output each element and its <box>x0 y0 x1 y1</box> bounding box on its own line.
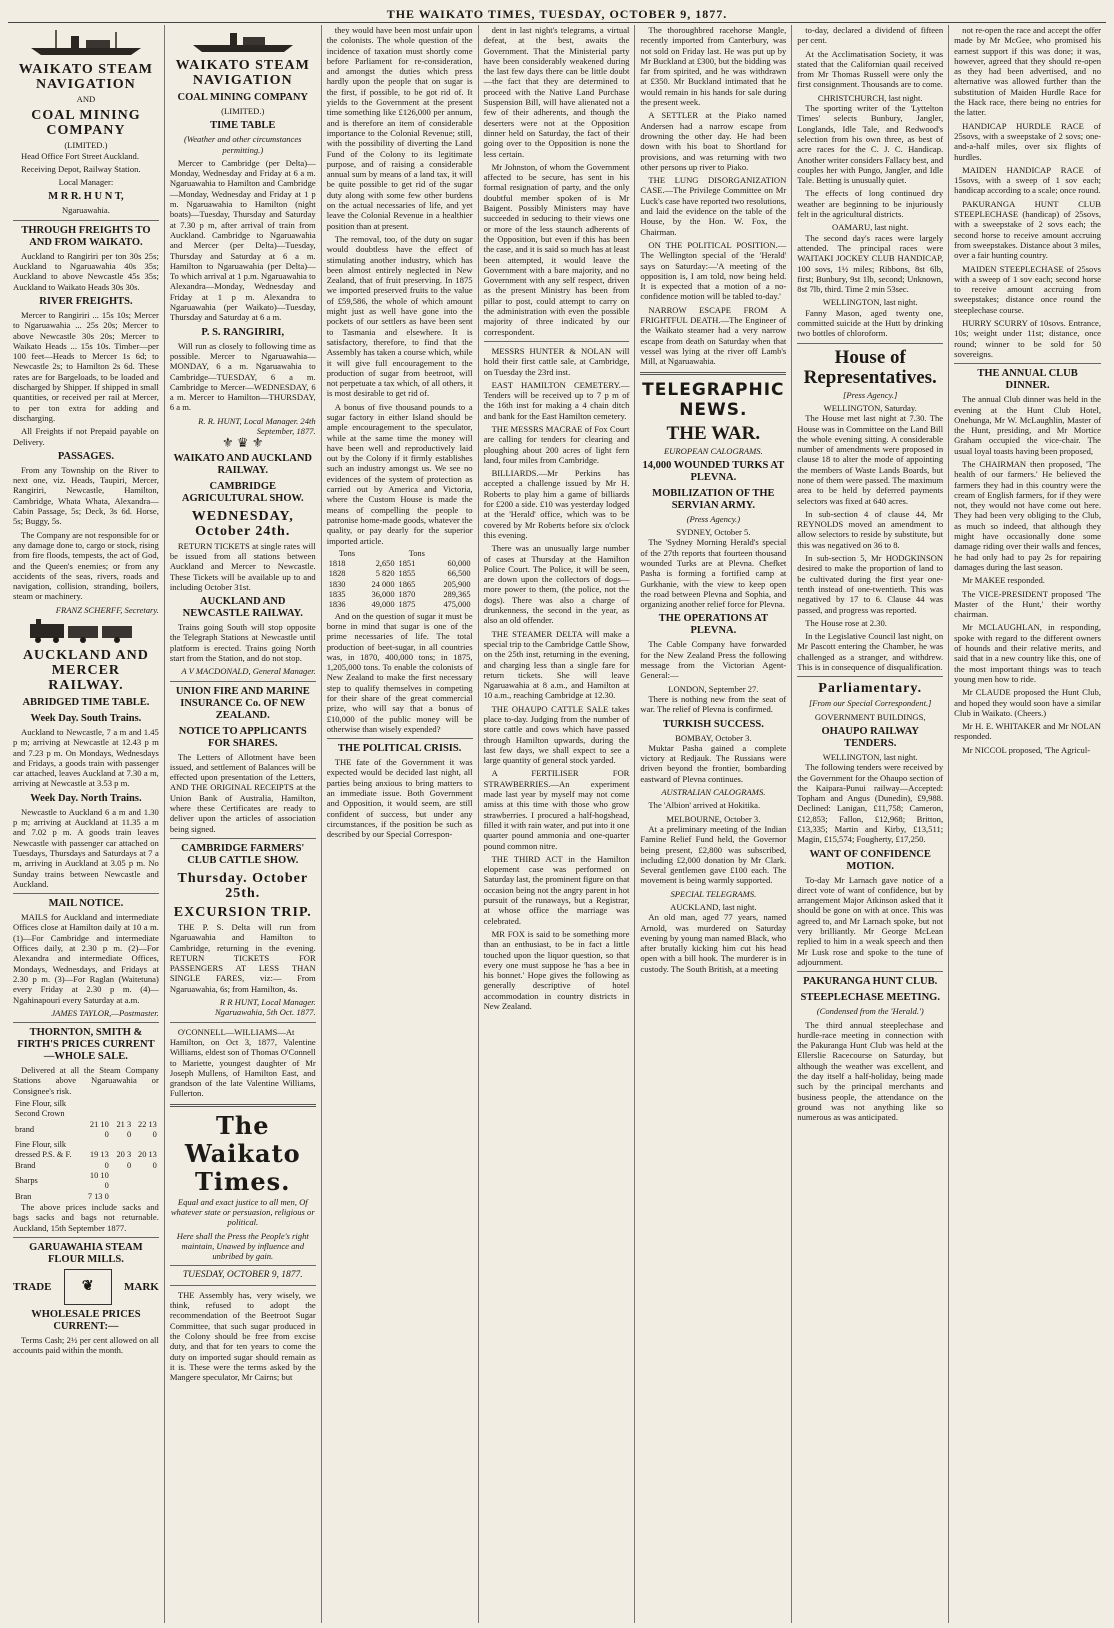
news-item: ON THE POLITICAL POSITION.—The Wellington special of the 'Herald' says on Saturday:—'A meeting of the opposition is, I am told, now being held. It is expected that a motion of a no-confidence motion will be tabled to-day.' <box>640 239 787 302</box>
house-text-3: In sub-section 5, Mr HODGKINSON desired to make the proportion of land to be cultivated during the first year one-tenth instead of one-twentieth. This was negatived by 17 to 6. Clause 44 was passed, and progress was reported. <box>797 553 944 615</box>
prices-note-2: The above prices include sacks and bags sacks and bags not returnable. Auckland, 15th September 1877. <box>13 1201 159 1233</box>
dinner-paragraph: Mr NICCOL proposed, 'The Agricul- <box>962 744 1091 755</box>
house-text-5: In the Legislative Council last night, on Mr Pascott entering the Chamber, he was challenged as a stranger, and withdrew. This is in consequence of disqualification. <box>797 631 944 673</box>
leader-paragraph-1: THE Assembly has, very wisely, we think, refused to adopt the recommendation of the Beetroot Sugar Committee, that such sugar produced in the Colony should be free from excise duty, and that for ten years to come the duty on imported sugar should remain as it is. These were the terms asked by the Mangere speculator, Mr Cairns; but <box>169 1289 316 1383</box>
dinner-paragraph: Mr MAKEE responded. <box>962 575 1045 586</box>
leader-paragraph-3: The removal, too, of the duty on sugar would doubtless have the effect of stimulating another industry, which has been almost entirely neglected in New Zealand, that of fruit preserving. In 1875 we imported preserved fruits to the value of £59,586, the whole of which amount might just as well have gone into the pockets of our settlers as have been sent to Tasmania and elsewhere. It is satisfactory, therefore, to find that the Assembly has taken a course which, while it will give full encouragement to the production of sugar from beetroot, will not perpetuate a tax which, of all others, it is most desirable to get rid of. <box>326 233 473 399</box>
auckland-text: An old man, aged 77 years, named Arnold, was murdered on Saturday evening by young man named Black, who after brutally kicking him cut his head open with a bill hook. The murderer is in custody. The South British, at a meeting <box>640 912 787 974</box>
passages-heading: PASSAGES. <box>57 450 114 462</box>
oamaru-text: The second day's races were largely attended. The principal races were WAITAKI JOCKEY CLUB HANDICAP, 100 sovs, 1½ miles; Ribbons, 8st 6lb, first; Bunbury, 9st 1lb, second; Unknown, 8st 7lb, third. Time 2 min 53sec. <box>797 232 944 295</box>
steeplechase-heading: STEEPLECHASE MEETING. <box>800 992 940 1004</box>
australian-text: The 'Albion' arrived at Hokitika. <box>648 800 761 811</box>
column-3 <box>322 25 479 1623</box>
news-item: There was an unusually large number of cases at Thursday at the Hamilton Police Court. The Police, it will be seen, are down upon the collectors of dogs—more power to them, (the police, not the dogs). There was also a charge of drunkenness, the second in the year, as also an old offender. <box>483 543 630 626</box>
war-heading: THE WAR. <box>666 422 761 444</box>
mills-heading: GARUAWAHIA STEAM FLOUR MILLS. <box>29 1241 143 1265</box>
table-row: Bran 7 13 0 <box>15 1191 109 1201</box>
wellington-text: Fanny Mason, aged twenty one, committed suicide at the Hutt by drinking two bottles of chloroform. <box>797 307 944 339</box>
page-masthead: THE WAIKATO TIMES, TUESDAY, OCTOBER 9, 1877. <box>8 6 1106 23</box>
excursion-text: THE P. S. Delta will run from Ngaruawahia and Hamilton to Cambridge, returning in the evening. RETURN TICKETS FOR PASSENGERS AT LESS THAN SINGLE FARES, viz:— From Ngaruawahia, 6s; from Hamilton, 4s. <box>169 921 316 994</box>
columns <box>8 25 1106 1623</box>
wellington-dateline: WELLINGTON, last night. <box>822 297 918 308</box>
prices-current-heading: THORNTON, SMITH & FIRTH'S PRICES CURRENT—WHOLE SALE. <box>17 1027 155 1063</box>
auckland-dateline: AUCKLAND, last night. <box>670 902 757 912</box>
confidence-text: To-day Mr Larnach gave notice of a direct vote of want of confidence, but by arrangement Major Atkinson asked that it should be gone on with at once. This was agreed to, and Mr Larnach spoke, but not very brilliantly. Mr George McLean replied to him in a weak speech and then Mr Lusk rose and spoke to the tune of adjournment. <box>797 874 944 967</box>
news-item: At the Acclimatisation Society, it was stated that the Californian quail received from Mr Thomas Russell were only the first consignment. Thousands are to come. <box>797 48 944 90</box>
train-illustration <box>13 618 159 644</box>
newspaper-motto: Equal and exact justice to all men, Of whatever state or persuasion, religious or political. <box>170 1196 315 1228</box>
newcastle-railway-heading: AUCKLAND AND NEWCASTLE RAILWAY. <box>182 596 303 620</box>
table-row: dressed P.S. & F. Brand 19 13 0 20 3 0 20 13 0 <box>15 1150 157 1170</box>
column-4 <box>479 25 636 1623</box>
race-paragraph: HANDICAP HURDLE RACE of 25sovs, with a sweepstake of 2 sovs; one-and-a-half miles, over six flights of hurdles. <box>954 120 1101 162</box>
company-title: WAIKATO STEAM NAVIGATION <box>18 62 154 92</box>
time-table-note: (Weather and other circumstances permitting.) <box>184 134 302 155</box>
cattle-show-heading: CAMBRIDGE FARMERS' CLUB CATTLE SHOW. <box>181 842 305 866</box>
sydney-text: The 'Sydney Morning Herald's special of the 27th reports that fourteen thousand wounded Turks are at Plevna. Chefket Pasha is forming a fortified camp at Gurkhanie, with the view to keep open the road between Plevna and Sophia, and organizing another relief force for Plevna. <box>640 537 787 610</box>
operations-text: The Cable Company have forwarded for the New Zealand Press the following message from the Victorian Agent-General:— <box>640 639 787 681</box>
leader-paragraph-2: they would have been most unfair upon the colonists. The whole question of the incidence of taxation must shortly come before Parliament for re-consideration, and amongst the duties which press hardly upon the people that on sugar is the first, if possible, to be got rid of. It yields to the Government at the present time something like £126,000 per annum, and is therefore an item of considerable importance to the Colonial Revenue; still, with the possibility of diverting the Land Fund of the Colony to its legitimate purpose, and of raising a considerable annual sum by means of a land tax, it will be quite possible to get rid of the sugar duty along with some few other burdens on the actual necessaries of life, and yet leave the Colonial Revenue in a healthier position than at present. <box>326 25 473 231</box>
north-trains-text: Newcastle to Auckland 6 a m and 1.30 p m; arriving at Auckland at 11.35 a m and 7.02 p m. A goods train leaves Newcastle with passenger car attached on Tuesdays, Thursdays and Saturdays at 7 a m, arriving in Auckland at 3.05 p m. No Sunday trains between Newcastle and Auckland. <box>13 806 159 889</box>
waikato-railway-heading: WAIKATO AND AUCKLAND RAILWAY. <box>173 452 312 476</box>
hunt-club-heading: PAKURANGA HUNT CLUB. <box>803 976 938 988</box>
company-title-2: COAL MINING COMPANY <box>31 108 141 139</box>
news-item: MR FOX is said to be something more than an enthusiast, to be in fact a little touched upon the liquor question, so that every one must suppose he 'has a bee in his bonnet.' Hope gives the following as generally descriptive of hotel accommodation in country districts in New Zealand. <box>483 928 630 1012</box>
table-row: Sharps 10 10 0 <box>15 1171 109 1191</box>
table-row: Fine Flour, silk <box>15 1099 67 1108</box>
show-text: RETURN TICKETS at single rates will be issued from all stations between Auckland and Mercer to Newcastle. These Tickets will be available up to and including October 31st. <box>169 540 316 592</box>
leader-paragraph-5: And on the question of sugar it must be borne in mind that sugar is one of the prime necessaries of life. The total production of beet-sugar, in all countries was, in 1870, 400,000 tons; in 1875, 1,205,000 tons. To enable the colonists of New Zealand to make the first necessary step to qualify themselves in competing for their share of the great commercial prize, who will say that a bonus of £10,000 of the public money will be otherwise than wisely expended? <box>326 610 473 734</box>
column-5 <box>635 25 792 1623</box>
cattle-show-date: Thursday. October 25th. <box>177 870 309 901</box>
liability-text: The Company are not responsible for or any damage done to, cargo or stock, rising from fire floods, tempests, the act of God, and the Queen's enemies; or from any accidents of the seas, rivers, roads and navigation, collision, stranding, boilers, steam or machinery. <box>13 529 159 602</box>
prepaid-note: All Freights if not Prepaid payable on Delivery. <box>13 426 159 447</box>
dinner-paragraph: Mr H. E. WHITAKER and Mr NOLAN responded. <box>954 721 1101 742</box>
melbourne-dateline: MELBOURNE, October 3. <box>666 813 761 824</box>
table-row: brand 21 10 0 21 3 0 22 13 0 <box>15 1119 157 1139</box>
news-item: BILLIARDS.—Mr Perkins has accepted a challenge issued by Mr H. Roberts to play him a game of billiards for £200 a side. £10 was yesterday lodged at the 'Herald' office, which was to be covered by Mr Roberts before six o'clock this evening. <box>483 468 630 540</box>
christchurch-text: The sporting writer of the 'Lyttelton Times' selects Bunbury, Jangler, Longlands, Idle Tale, and Redwood's selection from his own three, as best of acre races for the C. J. C. Handicap. Another writer considers Fallacy best, and couples her with Pungo, Jangler, and Idle Tale. Betting is unusually quiet. <box>797 103 944 186</box>
bombay-dateline: BOMBAY, October 3. <box>675 732 752 743</box>
dinner-paragraph: Mr CLAUDE proposed the Hunt Club, and hoped they would soon have a similar Club in Waikato. (Cheers.) <box>954 687 1101 718</box>
dinner-paragraph: The annual Club dinner was held in the evening at the Hunt Club Hotel, Onehunga, Mr W. McLaughlin, Master of the Hunt, presiding, and Mr Mortice Graham occupied the vice-chair. The usual loyal toasts having been proposed, <box>954 394 1101 456</box>
river-freights-text: Mercer to Rangiriri ... 15s 10s; Mercer to Ngaruawahia ... 25s 20s; Mercer to above Newcastle 30s 20s; Mercer to Waikato Heads ... 15s 10s. Timber—per 100 feet—Heads to Mercer 1s 6d; to Newcastle 2s; to Hamilton 2s 6d. These rates are for Bargeloads, to be loaded and discharged by Shipper. If shipped in small quantities, or received per rail at Mercer, to per ton extra for adding and discharging. <box>13 309 159 423</box>
dinner-paragraph: Mr MCLAUGHLAN, in responding, spoke with regard to the different owners of hounds and their relative merits, and said that in a new country like this, one of the most important things was to teach young men how to ride. <box>954 622 1101 684</box>
passages-text: From any Township on the River to next one, viz. Heads, Taupiri, Mercer, Rangiriri, Newcastle, Hamilton, Cambridge, Whata Whata, Alexandra—Cabin Passage, 5s; Deck, 3s 6d. Horse, 5s; Buggy, 5s. <box>13 464 159 527</box>
steamer-illustration-2 <box>170 28 316 54</box>
news-item: A SETTLER at the Piako named Andersen had a narrow escape from drowning the other day. He had been down with his boat to Shortland for provisions, and was returning with two other persons up river to Piako. <box>640 110 787 172</box>
melbourne-text: At a preliminary meeting of the Indian Famine Relief Fund held, the Governor being present, £2,800 was subscribed, including £2,000 donation by Mr Clark. Several gentlemen gave £100 each. The movement is being warmly supported. <box>640 823 787 886</box>
mark-label: MARK <box>124 1280 159 1293</box>
south-trains-text: Auckland to Newcastle, 7 a m and 1.45 p m; arriving at Newcastle at 12.43 p m and 7.23 p m. On Mondays, Wednesdays and Fridays, a goods train with passenger car attached, leaves Auckland at 7.30 a m, arriving at Newcastle at 3.53 p m. <box>13 726 159 789</box>
table-row: 1836 49,000 1875 475,000 <box>328 600 471 610</box>
table-row: 1818 2,650 1851 60,000 <box>328 559 471 569</box>
house-text-2: In sub-section 4 of clause 44, Mr REYNOLDS moved an amendment to allow selectors to reside by substitute, but this was negatived on 36 to 8. <box>797 508 944 550</box>
south-trains-heading: Week Day. South Trains. <box>30 712 142 724</box>
press-agency-note: [Press Agency.] <box>843 389 898 400</box>
news-item: THE THIRD ACT in the Hamilton elopement case was performed on Saturday last, the prominent figure on that occasion being not the angry parent in hot pursuit of the runaways, but a Registrar, at whose office the marriage was celebrated. <box>483 853 630 926</box>
newcastle-railway-text: Trains going South will stop opposite the Telegraph Stations at Newcastle until platform is erected. Trains going North start from the Station, and do not stop. <box>169 622 316 663</box>
excursion-signature: R R HUNT, Local Manager. Ngaruawahia, 5th Oct. 1877. <box>214 997 316 1018</box>
table-row: 1828 5 820 1855 66,500 <box>328 569 471 579</box>
oamaru-dateline: OAMARU, last night. <box>832 222 909 233</box>
leader-paragraph-4: A bonus of five thousand pounds to a sugar factory in either Island should be ample encouragement to the speculator, while at the same time the money will have been well and reproductively laid out by the Colony if it firmly establishes such an industry amongst us. We see no evidences of the system of protection as carried out by America and Victoria, where the Custom House is made the means of compelling the people to patronise home-made goods, whatever the quality, or pay dearly for the superior imported article. <box>326 401 473 546</box>
show-heading: CAMBRIDGE AGRICULTURAL SHOW. <box>181 480 304 504</box>
head-office: Head Office Fort Street Auckland. <box>21 150 139 161</box>
beet-sugar-table <box>327 549 473 611</box>
agent-place: Ngaruawahia. <box>61 205 110 216</box>
newspaper-title: The Waikato Times. <box>184 1110 301 1196</box>
news-item: to-day, declared a dividend of fifteen per cent. <box>797 25 944 46</box>
political-crisis-heading: THE POLITICAL CRISIS. <box>337 743 462 755</box>
railway-heading: AUCKLAND AND MERCER RAILWAY. <box>22 647 149 693</box>
war-subheading: EUROPEAN CALOGRAMS. <box>663 445 763 456</box>
race-paragraph: PAKURANGA HUNT CLUB STEEPLECHASE (handicap) of 25sovs, with a sweepstake of 2 sovs each; the second horse to receive amount accruing from sweepstakes. Distance about 3 miles, over a fair hunting country. <box>954 198 1101 261</box>
london-text: There is nothing new from the seat of war. The relief of Plevna is confirmed. <box>640 693 787 715</box>
secretary-signature: FRANZ SCHERFF, Secretary. <box>55 604 159 615</box>
column-2 <box>165 25 322 1623</box>
club-dinner-heading: THE ANNUAL CLUB DINNER. <box>977 368 1078 392</box>
table-row: Fine Flour, silk <box>15 1140 67 1150</box>
column-7 <box>949 25 1106 1623</box>
freights-heading: THROUGH FREIGHTS TO AND FROM WAIKATO. <box>21 224 151 248</box>
agent-name: M R R. H U N T, <box>48 191 124 203</box>
news-item: The thoroughbred racehorse Mangle, recently imported from Canterbury, was not sold on Friday last. He was put up by Mr Buckland at £300, but the bidding was far from spirited, and he was withdrawn at £350. Mr Buckland intimated that he would remain in his hands for sale during the present week. <box>640 25 787 108</box>
house-text: The House met last night at 7.30. The House was in Committee on the Land Bill the whole evening sitting. A considerable number of amendments were proposed in clause 18 to alter the mode of appointing the members of Waste Lands Boards, but none of them were passed. The maximum area to be held by deferred payments selectors was fixed at 640 acres. <box>797 413 944 506</box>
royal-arms-icon: ⚜ ♛ ⚜ <box>222 435 264 451</box>
confidence-heading: WANT OF CONFIDENCE MOTION. <box>809 848 931 872</box>
race-paragraph: MAIDEN STEEPLECHASE of 25sovs with a sweep of 1 sov each; second horse to receive amount accruing from sweepstakes; distance once round the steeplechase course. <box>954 263 1101 315</box>
parliamentary-heading: Parliamentary. <box>818 681 923 697</box>
trade-mark <box>13 1269 159 1305</box>
government-buildings: GOVERNMENT BUILDINGS, <box>814 711 926 722</box>
company-limited: (LIMITED.) <box>64 140 108 151</box>
news-item: THE MESSRS MACRAE of Fox Court are calling for tenders for clearing and ploughing about 200 acres of light fern land, four miles from Cambridge. <box>483 423 630 465</box>
london-dateline: LONDON, September 27. <box>668 683 759 694</box>
time-table-text: Mercer to Cambridge (per Delta)—Monday, Wednesday and Friday at 6 a m. Ngaruawahia to Hamilton and Cambridge—Monday, Wednesday and Friday at 1 p m. Ngaruawahia to Hamilton (night boats)—Tuesday, Thursday and Saturday at 7.30 p m, after arrival of train from Auckland. Cambridge to Ngaruawahia and Mercer (per Delta)—Tuesday, Thursday and Saturday at 6 a m. Hamilton to Ngaruawahia (per Delta)—To which arrival at 1 p.m. Ngaruawahia to Alexandra—Monday, Wednesday and Friday at 1 p m. Alexandra to Ngaruawahia (per Waikato)—Tuesday, Thursday and Saturday at 6 a m. <box>169 157 316 323</box>
sydney-dateline: SYDNEY, October 5. <box>676 527 751 538</box>
prices-table <box>13 1099 159 1202</box>
herald-note: (Condensed from the 'Herald.') <box>816 1006 924 1017</box>
column-6 <box>792 25 949 1623</box>
mail-notice-heading: MAIL NOTICE. <box>48 898 124 910</box>
hunt-club-text: The third annual steeplechase and hurdle-race meeting in connection with the Pakuranga Hunt Club was held at the Ellerslie Racecourse on Saturday, but although the weather was excellent, and the day itself a half-holiday, being made such by the principal merchants and business people, the attendance on the ground was not anything like so numerous as was anticipated. <box>797 1019 944 1123</box>
prices-note: Delivered at all the Steam Company Stations above Ngaruawahia or Consignee's risk. <box>13 1065 159 1096</box>
wedding-notice: O'CONNELL—WILLIAMS—At Hamilton, on Oct 3, 1877, Valentine Williams, eldest son of Thomas O'Connell to Mariette, youngest daughter of Mr Joseph Mullens, of Hamilton East, and grandson of the late Valentine Williams, Fullerton. <box>169 1026 316 1099</box>
race-paragraph: MAIDEN HANDICAP RACE of 15sovs, with a sweep of 1 sov each; handicap according to a scale; once round. <box>954 164 1101 196</box>
parliamentary-subheading: [From our Special Correspondent.] <box>808 698 932 709</box>
trade-label: TRADE <box>13 1280 52 1293</box>
christchurch-text-2: The effects of long continued dry weather are beginning to be injuriously felt in the agricultural districts. <box>797 188 944 220</box>
tenders-dateline: WELLINGTON, last night. <box>822 751 918 762</box>
terms-note: Terms Cash; 2½ per cent allowed on all accounts paid within the month. <box>13 1334 159 1356</box>
company-and: AND <box>76 94 96 104</box>
tenders-heading: OHAUPO RAILWAY TENDERS. <box>821 725 919 749</box>
insurance-text: The Letters of Allotment have been issued, and settlement of Balances will be effected upon presentation of the Letters, AND THE ORIGINAL RECEIPTS at the Union Bank of Australia, Hamilton, where these Certificates are ready to deliver upon the articles of association being signed. <box>169 751 316 834</box>
newspaper-motto-2: Here shall the Press the People's right maintain, Unawed by influence and unbribed by gain. <box>176 1230 309 1262</box>
company-limited-alt: (LIMITED.) <box>221 106 265 116</box>
war-headline-2: MOBILIZATION OF THE SERVIAN ARMY. <box>652 487 775 511</box>
house-heading: House of Representatives. <box>803 346 937 388</box>
insurance-subheading: NOTICE TO APPLICANTS FOR SHARES. <box>178 725 307 749</box>
operations-heading: THE OPERATIONS AT PLEVNA. <box>658 613 768 637</box>
tenders-text: The following tenders were received by the Government for the Ohaupo section of the Kaipara-Punui railway—Accepted: Topham and Angus (Dunedin), £9,988. Declined: Lanigan, £11,758; Cameron, £12,853; Fallon, £12,968; Britton, £13,335; Martin and Kirby, £13,511; Magin, £15,574; Fougherty, £17,250. <box>797 762 944 845</box>
postmaster-signature: JAMES TAYLOR,—Postmaster. <box>51 1007 159 1018</box>
receiving-depot: Receiving Depot, Railway Station. <box>21 163 141 174</box>
time-table-heading: TIME TABLE <box>210 120 276 132</box>
river-freights-heading: RIVER FREIGHTS. <box>39 295 133 307</box>
dinner-paragraph: The CHAIRMAN then proposed, 'The health of our farmers.' He believed the farmers they had in this country were the cream of English farmers, for if they were not, they would not have come out here. They had been very obliging to the Club, as much so indeed, that although they might have occasionally done some damage riding over their walls and fences, he had only had to pay 2s for repairing damages during the last season. <box>954 458 1101 572</box>
railway-subheading: ABRIDGED TIME TABLE. <box>22 696 150 708</box>
crisis-paragraph-1: dent in last night's telegrams, a virtual defeat, at the best, awaits the Government. That the Ministerial party have been considerably weakened during the last few days there can be little doubt—the fact that they are determined to proceed with the Native Land Purchase Suspension Bill, will have alienated not a few of their adherents, and though the deserters were not at the Opposition dinner held on Saturday, the fact of their going over to the Opposition is none the less certain. <box>483 25 630 159</box>
insurance-heading: UNION FIRE AND MARINE INSURANCE Co. OF NEW ZEALAND. <box>175 685 310 721</box>
news-item: MESSRS HUNTER & NOLAN will hold their first cattle sale, at Cambridge, on Tuesday the 23rd inst. <box>483 345 630 377</box>
steamer-illustration <box>13 28 159 58</box>
press-agency-note: (Press Agency.) <box>686 513 741 524</box>
political-crisis-text: THE fate of the Government it was expected would be decided last night, all parties being anxious to bring matters to an immediate issue. Both Government and Opposition, it would seem, are still confident of success, but under any circumstances, if the position be such as described by our Special Correspon- <box>326 757 473 840</box>
table-row: 1835 36,000 1870 289,365 <box>328 590 471 600</box>
rangiriri-heading: P. S. RANGIRIRI, <box>201 326 285 338</box>
news-item: THE OHAUPO CATTLE SALE takes place to-day. Judging from the number of store cattle and cows which have passed through Hamilton upwards, during the last few days, we shall expect to see a large quantity of general stock yarded. <box>483 703 630 766</box>
crisis-paragraph-2: Mr Johnston, of whom the Government affected to be secure, has sent in his formal resignation of party, and the only doubtful member spoken of is Mr Baigent. Possibly Ministers may have succeeded in seducing to their views one or more of the less staunch adherents of the Opposition, but even if this has been the case, and it is said so much has at least been attempted, it would leave the Government with a bare majority, and no Government with any self respect, driven as the present Ministry has been from pillar to post, could attempt to carry on the administration with even the possible majority of three indicated by our correspondent. <box>483 161 630 337</box>
news-item: THE LUNG DISORGANIZATION CASE.—The Privilege Committee on Mr Luck's case have reported two resolutions, and laid the evidence on the table of the House, by the Hon. W. Fox, the Chairman. <box>640 175 787 237</box>
news-item: NARROW ESCAPE FROM A FRIGHTFUL DEATH.—The Engineer of the Waikato steamer had a very narrow escape from death on Saturday when that vessel was lying at the river off Lamb's Mill, at Ngaruawahia. <box>640 304 787 367</box>
column-1 <box>8 25 165 1623</box>
house-dateline: WELLINGTON, Saturday. <box>823 402 917 413</box>
freights-text: Auckland to Rangiriri per ton 30s 25s; Auckland to Ngaruawahia 40s 35s; Auckland to above Newcastle 45s 35s; Auckland to Waikato Heads 30s 30s. <box>13 250 159 292</box>
north-trains-heading: Week Day. North Trains. <box>30 792 142 804</box>
issue-dateline: TUESDAY, OCTOBER 9, 1877. <box>182 1270 303 1281</box>
telegraphic-news-heading: TELEGRAPHIC NEWS. <box>642 379 785 420</box>
australian-heading: AUSTRALIAN CALOGRAMS. <box>661 787 766 798</box>
wholesale-heading: WHOLESALE PRICES CURRENT:— <box>31 1308 141 1332</box>
news-item: THE STEAMER DELTA will make a special trip to the Cambridge Cattle Show, on the 25th inst, returning in the evening, and charging less than a single fare for return tickets. She will leave Ngaruawahia at 8 a.m., and Hamilton at 10 a.m., reaching Cambridge at 12.30. <box>483 628 630 701</box>
news-item: A FERTILISER FOR STRAWBERRIES.—An experiment made last year by myself may not come amiss at this time with those who grow strawberries. I procured a half-hogshead, filled it with rain water, and put into it one quarter pound ammonia and one-quarter pound common nitre. <box>483 768 630 851</box>
rangiriri-signature: R. R. HUNT, Local Manager. 24th September, 1877. <box>198 415 316 437</box>
wheatsheaf-icon: ❦ <box>64 1269 112 1305</box>
company-title-alt-2: COAL MINING COMPANY <box>177 92 308 103</box>
bombay-text: Muktar Pasha gained a complete victory at Redjauk. The Russians were driven beyond the frontier, bombarding eastward of Plevna continues. <box>640 742 787 784</box>
show-date: WEDNESDAY, October 24th. <box>191 508 294 539</box>
christchurch-dateline: CHRISTCHURCH, last night. <box>817 92 923 103</box>
manager-signature: A V MACDONALD, General Manager. <box>181 666 316 677</box>
dinner-paragraph: The VICE-PRESIDENT proposed 'The Master of the Hunt,' their worthy chairman. <box>954 588 1101 620</box>
excursion-heading: EXCURSION TRIP. <box>173 904 312 920</box>
house-text-4: The House rose at 2.30. <box>805 617 887 628</box>
turkish-heading: TURKISH SUCCESS. <box>662 718 764 730</box>
rangiriri-text: Will run as closely to following time as possible. Mercer to Ngaruawahia—MONDAY, 6 a m. Ngaruawahia to Cambridge—TUESDAY, 6 a m. Cambridge to Mercer—WEDNESDAY, 6 a m. Mercer to Hamilton—THURSDAY, 6 a m. <box>169 340 316 413</box>
war-headline-1: 14,000 WOUNDED TURKS AT PLEVNA. <box>642 459 785 483</box>
table-row: 1830 24 000 1865 205,900 <box>328 579 471 589</box>
table-row: Second Crown <box>15 1109 65 1119</box>
special-telegrams-heading: SPECIAL TELEGRAMS. <box>670 888 757 899</box>
agent-label: Local Manager: <box>58 177 114 188</box>
mail-notice-text: MAILS for Auckland and intermediate Offices close at Hamilton daily at 10 a m. (1)—For Cambridge and intermediate Offices daily, at 2.30 p m. (2)—For Alexandra and intermediate Offices, Mondays, Wednesdays, and Fridays at 2.30 p m. (3)—For Raglan (Waitetuna) every Friday at 2.30 p m. (4)—Ngahinapouri every Saturday at a.m. <box>13 912 159 1005</box>
company-title-alt: WAIKATO STEAM NAVIGATION <box>175 58 310 88</box>
race-paragraph: HURRY SCURRY of 10sovs. Entrance, 10s; weight under 11st; distance, once round; winner to be sold for 50 sovereigns. <box>954 318 1101 359</box>
news-item: EAST HAMILTON CEMETERY.—Tenders will be received up to 7 p m of the 16th inst for making a 4 chain ditch and bank for the East Hamilton cemetery. <box>483 379 630 421</box>
table-header-row: Tons Tons <box>338 548 425 558</box>
race-paragraph: not re-open the race and accept the offer made by Mr McGee, who promised his earnest support if this was done; it was, however, agreed that they should re-open as they had been advertised, and no alternative was allowed further than the substitution of Maiden Hurdle Race for the Hack race, there being no entries for the latter. <box>954 25 1101 118</box>
